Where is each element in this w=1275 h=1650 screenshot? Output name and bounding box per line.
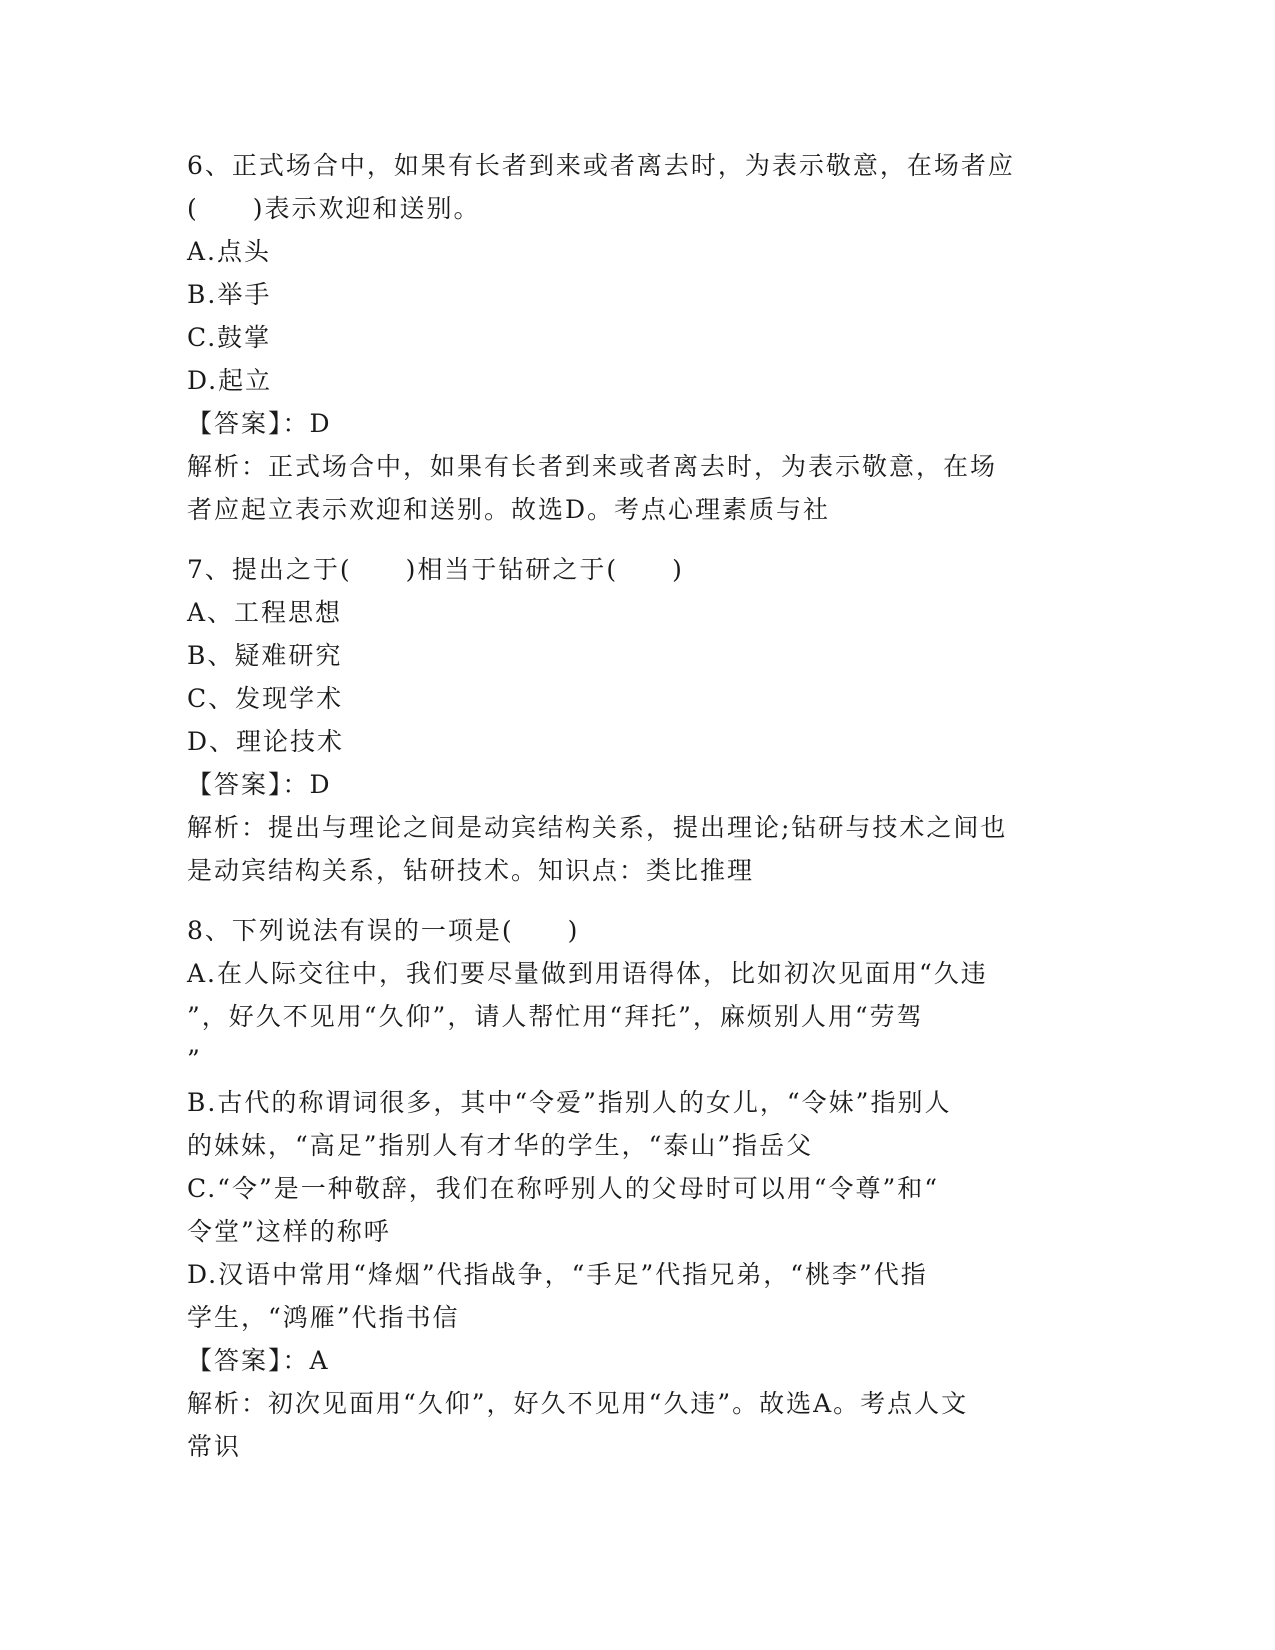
document-page bbox=[187, 144, 1087, 1468]
question-7 bbox=[187, 548, 1087, 892]
option-d: 学生，“鸿雁”代指书信 bbox=[187, 1303, 460, 1332]
option-a: ” bbox=[187, 1045, 202, 1074]
question-6 bbox=[187, 144, 1087, 531]
analysis: 常识 bbox=[187, 1432, 242, 1461]
option-c: C、发现学术 bbox=[187, 684, 344, 713]
option-b: B.古代的称谓词很多，其中“令爱”指别人的女儿，“令妹”指别人 bbox=[187, 1088, 952, 1117]
analysis: 者应起立表示欢迎和送别。故选D。考点心理素质与社 bbox=[187, 495, 831, 524]
analysis: 解析：初次见面用“久仰”，好久不见用“久违”。故选A。考点人文 bbox=[187, 1389, 969, 1418]
option-c: C.“令”是一种敬辞，我们在称呼别人的父母时可以用“令尊”和“ bbox=[187, 1174, 940, 1203]
option-d: D.起立 bbox=[187, 366, 273, 395]
option-d: D.汉语中常用“烽烟”代指战争，“手足”代指兄弟，“桃李”代指 bbox=[187, 1260, 928, 1289]
answer: 【答案】：D bbox=[187, 770, 332, 799]
option-d: D、理论技术 bbox=[187, 727, 345, 756]
option-a: A、工程思想 bbox=[187, 598, 343, 627]
answer: 【答案】：A bbox=[187, 1346, 330, 1375]
answer: 【答案】：D bbox=[187, 409, 332, 438]
option-b: 的妹妹，“高足”指别人有才华的学生，“泰山”指岳父 bbox=[187, 1131, 814, 1160]
option-c: 令堂”这样的称呼 bbox=[187, 1217, 391, 1246]
question-stem: 8、下列说法有误的一项是( ) bbox=[187, 916, 580, 945]
question-stem: 6、正式场合中，如果有长者到来或者离去时，为表示敬意，在场者应 bbox=[187, 151, 1015, 180]
option-a: ”，好久不见用“久仰”，请人帮忙用“拜托”，麻烦别人用“劳驾 bbox=[187, 1002, 924, 1031]
option-c: C.鼓掌 bbox=[187, 323, 272, 352]
question-stem: 7、提出之于( )相当于钻研之于( ) bbox=[187, 555, 684, 584]
question-8 bbox=[187, 909, 1087, 1468]
option-b: B、疑难研究 bbox=[187, 641, 343, 670]
option-a: A.点头 bbox=[187, 237, 272, 266]
analysis: 解析：正式场合中，如果有长者到来或者离去时，为表示敬意，在场 bbox=[187, 452, 998, 481]
option-b: B.举手 bbox=[187, 280, 272, 309]
analysis: 解析：提出与理论之间是动宾结构关系，提出理论;钻研与技术之间也 bbox=[187, 813, 1008, 842]
option-a: A.在人际交往中，我们要尽量做到用语得体，比如初次见面用“久违 bbox=[187, 959, 988, 988]
question-stem: ( )表示欢迎和送别。 bbox=[187, 194, 481, 223]
analysis: 是动宾结构关系，钻研技术。知识点：类比推理 bbox=[187, 856, 755, 885]
